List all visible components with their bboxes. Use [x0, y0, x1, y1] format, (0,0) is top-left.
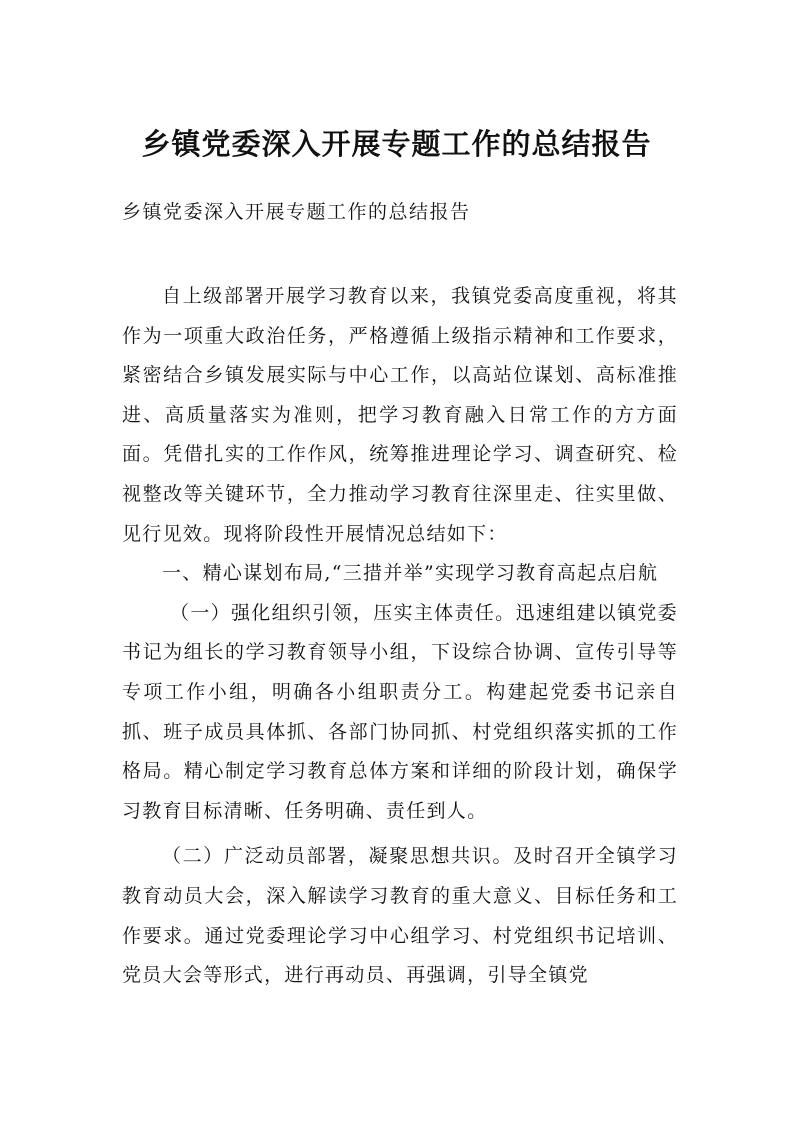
subsection-paragraph-1: （一）强化组织引领，压实主体责任。迅速组建以镇党委书记为组长的学习教育领导小组，下设综合协调、宣传引导等专项工作小组，明确各小组职责分工。构建起党委书记亲自抓、班子成员具体抓、各部门协同抓、村党组织落实抓的工作格局。精心制定学习教育总体方案和详细的阶段计划，确保学习教育目标清晰、任务明确、责任到人。: [122, 601, 678, 822]
section-heading-1: 一、精心谋划布局,“三措并举”实现学习教育高起点启航: [162, 562, 659, 585]
document-body: [122, 277, 678, 996]
intro-paragraph: 自上级部署开展学习教育以来，我镇党委高度重视，将其作为一项重大政治任务，严格遵循上级指示精神和工作要求，紧密结合乡镇发展实际与中心工作，以高站位谋划、高标准推进、高质量落实为准则，把学习教育融入日常工作的方方面面。凭借扎实的工作作风，统筹推进理论学习、调查研究、检视整改等关键环节，全力推动学习教育往深里走、往实里做、见行见效。现将阶段性开展情况总结如下：: [122, 285, 678, 545]
document-title: 乡镇党委深入开展专题工作的总结报告: [141, 127, 652, 161]
subsection-paragraph-2: （二）广泛动员部署，凝聚思想共识。及时召开全镇学习教育动员大会，深入解读学习教育的重大意义、目标任务和工作要求。通过党委理论学习中心组学习、村党组织书记培训、党员大会等形式，进行再动员、再强调，引导全镇党: [122, 845, 678, 987]
document-subtitle: 乡镇党委深入开展专题工作的总结报告: [122, 201, 471, 223]
